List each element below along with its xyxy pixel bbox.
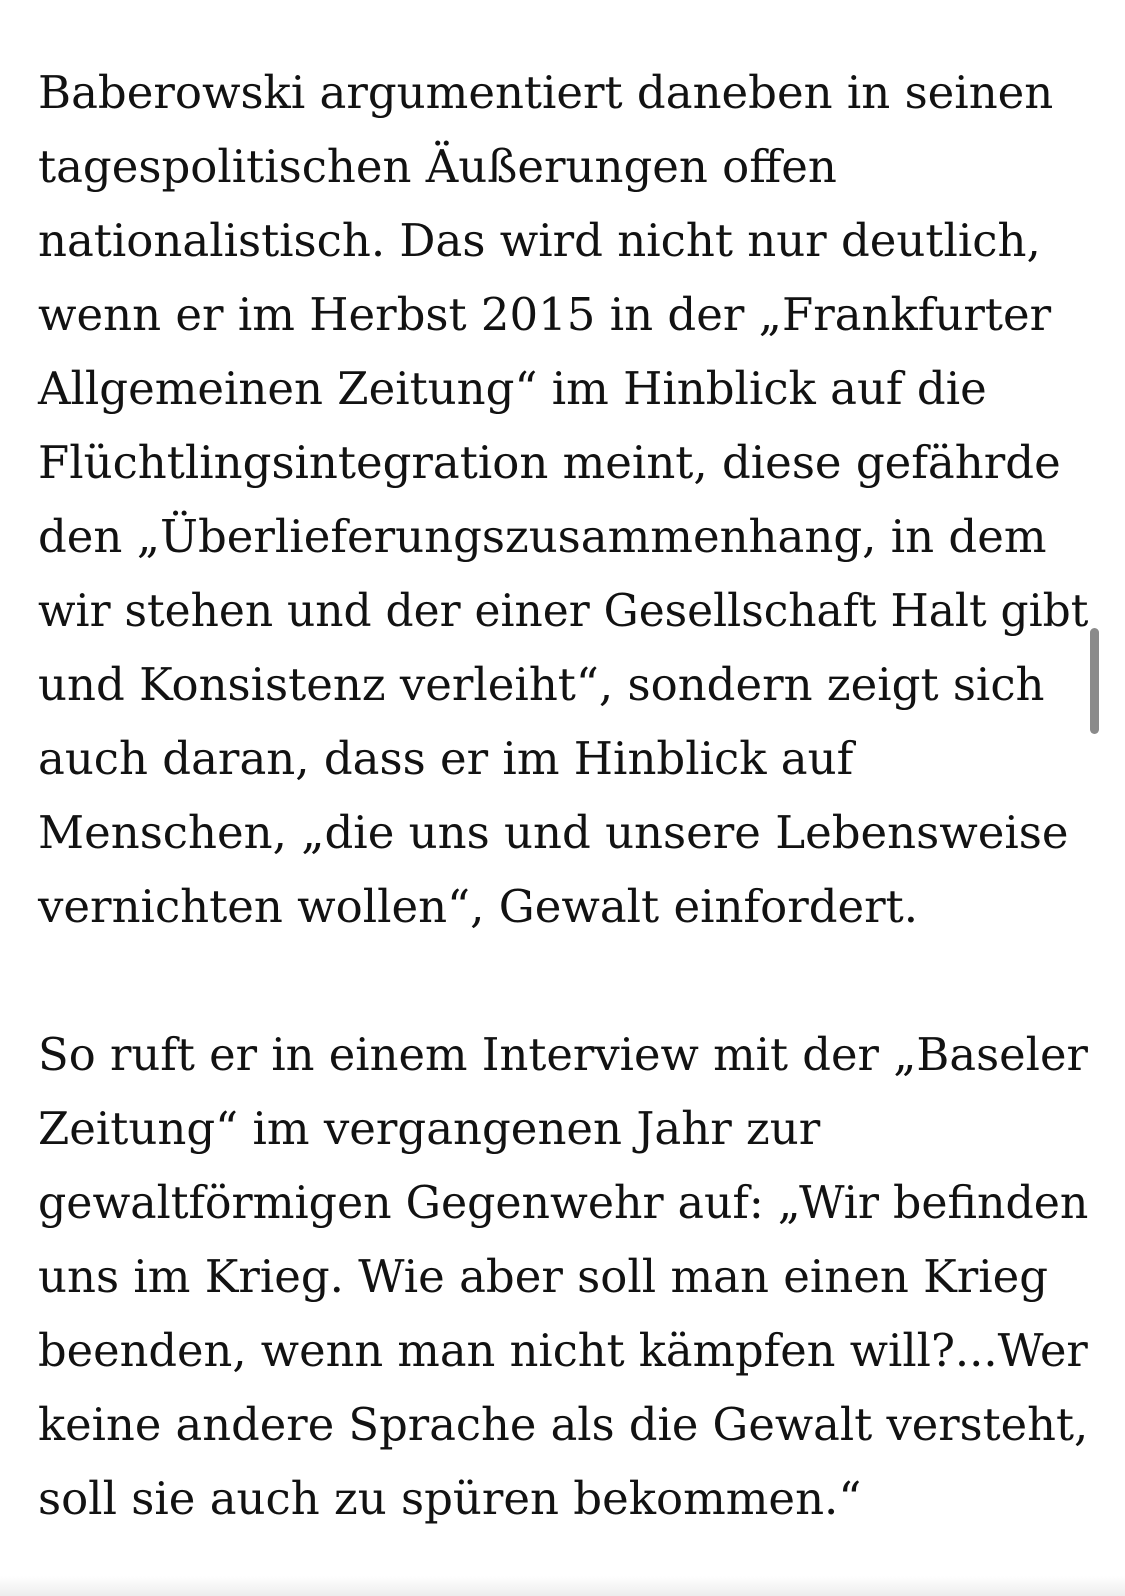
text-line: soll sie auch zu spüren bekommen.“ (38, 1472, 862, 1525)
text-line: wenn er im Herbst 2015 in der „Frankfurter (38, 288, 1052, 341)
text-line: Zeitung“ im vergangenen Jahr zur (38, 1102, 821, 1155)
text-line: So ruft er in einem Interview mit der „Baseler (38, 1028, 1088, 1081)
text-line: Menschen, „die uns und unsere Lebensweise (38, 806, 1069, 859)
text-line: wir stehen und der einer Gesellschaft Halt gibt (38, 584, 1089, 637)
text-line: Flüchtlingsintegration meint, diese gefährde (38, 436, 1061, 489)
text-line: gewaltförmigen Gegenwehr auf: „Wir befinden (38, 1176, 1089, 1229)
vertical-scrollbar[interactable] (1090, 628, 1099, 734)
text-line: tagespolitischen Äußerungen offen (38, 140, 837, 193)
text-line: beenden, wenn man nicht kämpfen will?...Wer (38, 1324, 1088, 1377)
paragraph-1 (38, 56, 1088, 944)
text-line: Baberowski argumentiert daneben in seinen (38, 66, 1054, 119)
text-line: und Konsistenz verleiht“, sondern zeigt sich (38, 658, 1045, 711)
text-line: auch daran, dass er im Hinblick auf (38, 732, 854, 785)
text-line: keine andere Sprache als die Gewalt versteht, (38, 1398, 1089, 1451)
text-line: Allgemeinen Zeitung“ im Hinblick auf die (38, 362, 987, 415)
text-line: uns im Krieg. Wie aber soll man einen Krieg (38, 1250, 1049, 1303)
text-line: vernichten wollen“, Gewalt einfordert. (38, 880, 919, 933)
bottom-fade (0, 1576, 1125, 1596)
paragraph-2 (38, 1018, 1088, 1536)
text-line: den „Überlieferungszusammenhang, in dem (38, 510, 1047, 563)
article-body (38, 56, 1088, 1536)
text-line: nationalistisch. Das wird nicht nur deutlich, (38, 214, 1041, 267)
